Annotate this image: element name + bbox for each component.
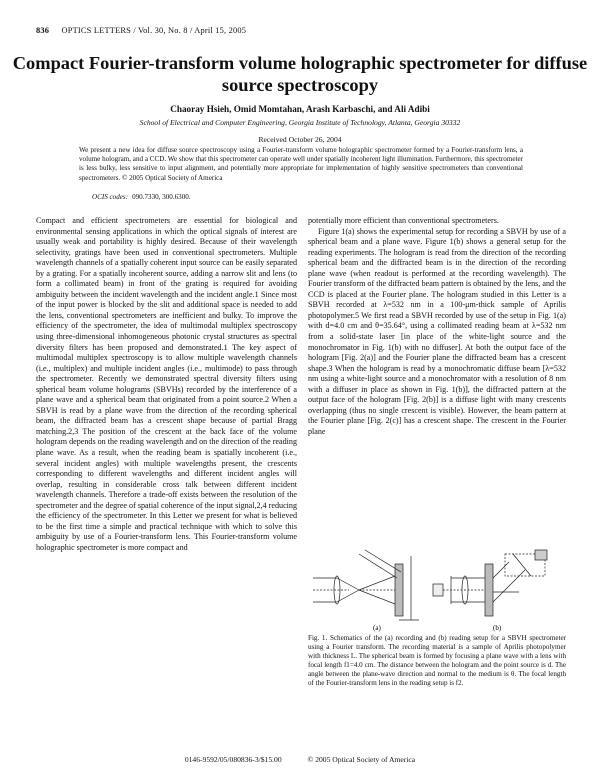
abstract: We present a new idea for diffuse source spectroscopy using a Fourier-transform volume holographic spectrometer formed by a Fourier-transform lens, a volume hologram, and a CCD. We show that this spectrometer can operate well under spatially incoherent light illumination. Furthermore, this spectrometer is less bulky, less sensitive to input alignment, and potentially more appropriate for implementation of highly sensitive spectrometers than conventional spectrometers. © 2005 Optical Society of America [79, 146, 523, 182]
article-code: 0146-9592/05/080836-3/$15.00 [184, 755, 282, 764]
journal-info: OPTICS LETTERS / Vol. 30, No. 8 / April 15, 2005 [61, 26, 247, 35]
ocis-values: 090.7330, 300.6300. [132, 193, 191, 201]
hologram-a [395, 564, 403, 616]
copyright: © 2005 Optical Society of America [307, 755, 416, 764]
body-paragraph: Figure 1(a) shows the experimental setup for recording a SBVH by use of a spherical beam and a plane wave. Figure 1(b) shows a general setup for the reading experiments. The hologram is read from the direction of the recording spherical beam and the diffracted beam is in the direction of the recording plane wave (when readout is performed at the recording wavelength). The Fourier transform of the diffracted beam pattern is obtained by the lens, and the CCD is placed at the Fourier plane. The hologram studied in this Letter is a SBVH recorded at λ=532 nm in a 100-μm-thick sample of Aprilis photopolymer.5 We first read a SBVH recorded by use of the setup in Fig. 1(a) with d=4.0 cm and θ=35.64°, using a collimated reading beam at λ=532 nm from a solid-state laser [in place of the white-light source and the monochromator in Fig. 1(b) with no diffuser]. At both the output face of the hologram [Fig. 2(a)] and the Fourier plane the diffracted beam has a crescent shape.3 When the hologram is read by a monochromatic diffuse beam [λ=532 nm using a white-light source and a monochromator with a resolution of 8 nm with a diffuser in place as shown in Fig. 1(b)], the diffracted pattern at the output face of the hologram [Fig. 2(b)] is a diffuse light with many crescents overlapping (thus no single crescent is visible). However, the beam pattern at the Fourier plane [Fig. 2(c)] has a crescent shape. The crescent in the Fourier plane [308, 226, 566, 436]
running-header [36, 26, 246, 35]
right-column [308, 216, 566, 544]
setup-schematic [309, 548, 563, 632]
figure-1 [309, 548, 563, 632]
left-column [36, 216, 297, 738]
ccd [535, 550, 547, 560]
body-paragraph: Compact and efficient spectrometers are essential for biological and environmental sensing applications in which the optical signals of interest are usually weak and portability is highly desired. Because of their wavelength selectivity, gratings have been used in conventional spectrometers. Multiple wavelength channels of a spatially coherent input source can be easily separated by a grating. For a spatially incoherent source, adding a narrow slit and lens (to form a collimated beam) in front of the grating is required for avoiding ambiguity between the incident wavelength and the incident angle.1 Since most of the input power is blocked by the slit and additional space is needed to add the lens, conventional spectrometers are inefficient and bulky. To improve the efficiency of the spectrometer, the idea of multimodal multiplex spectroscopy using three-dimensional inhomogeneous photonic crystal structures as spectral diversity filters has been proposed and demonstrated.1 The key aspect of multimodal multiplex spectroscopy is to allow multiple wavelength channels (i.e., multiplex) and multiple incident angles (i.e., multimode) to pass through the spectrometer. Recently we demonstrated spectral diversity filters using spherical beam volume holograms (SBVHs) recorded by the interference of a plane wave and a spherical beam that originated from a point source.2 When a SBVH is read by a plane wave from the direction of the recording spherical beam, the diffracted beam has a crescent shape because of partial Bragg matching.2,3 The position of the crescent at the back face of the volume hologram depends on the reading wavelength and on the direction of the reading plane wave. As a result, when the reading beam is spatially incoherent (i.e., several incident angles) with multiple wavelengths present, the crescents corresponding to different wavelengths and different incident angles will overlap, resulting in considerable cross talk between different incident wavelength channels. Therefore a trade-off exists between the resolution of the spectrometer and the degree of spatial coherence of the input signal,2,4 reducing the efficiency of the spectrometer. In this Letter we present for what is believed to be the first time a simple and practical technique with which to solve this ambiguity by use of a Fourier-transform lens. This Fourier-transform volume holographic spectrometer is more compact and [36, 216, 297, 552]
received-date: Received October 26, 2004 [258, 135, 342, 144]
ocis-codes [92, 193, 191, 201]
hologram-b [485, 564, 493, 616]
reading-setup [433, 550, 547, 616]
affiliation: School of Electrical and Computer Engineering, Georgia Institute of Technology, Atlanta, Georgia 30332 [139, 118, 461, 127]
paper-title: Compact Fourier-transform volume holographic spectrometer for diffuse source spectroscopy [12, 53, 588, 95]
page-number: 836 [36, 26, 50, 35]
figure-label-a: (a) [373, 624, 381, 632]
body-paragraph: potentially more efficient than conventional spectrometers. [308, 216, 499, 225]
author-list: Chaoray Hsieh, Omid Momtahan, Arash Karbaschi, and Ali Adibi [170, 104, 430, 114]
ocis-label: OCIS codes: [92, 193, 129, 201]
figure-label-b: (b) [493, 624, 502, 632]
recording-setup [313, 550, 419, 620]
monochromator [433, 584, 443, 596]
page-footer [0, 755, 600, 764]
figure-caption: Fig. 1. Schematics of the (a) recording and (b) reading setup for a SBVH spectrometer using a Fourier transform. The recording material is a sample of Aprilis photopolymer with thickness L. The spherical beam is formed by focusing a plane wave with a lens with focal length f1=4.0 cm. The distance between the hologram and the point source is d. The angle between the plane-wave direction and normal to the medium is θ. The focal length of the Fourier-transform lens in the reading setup is f2. [308, 634, 566, 688]
